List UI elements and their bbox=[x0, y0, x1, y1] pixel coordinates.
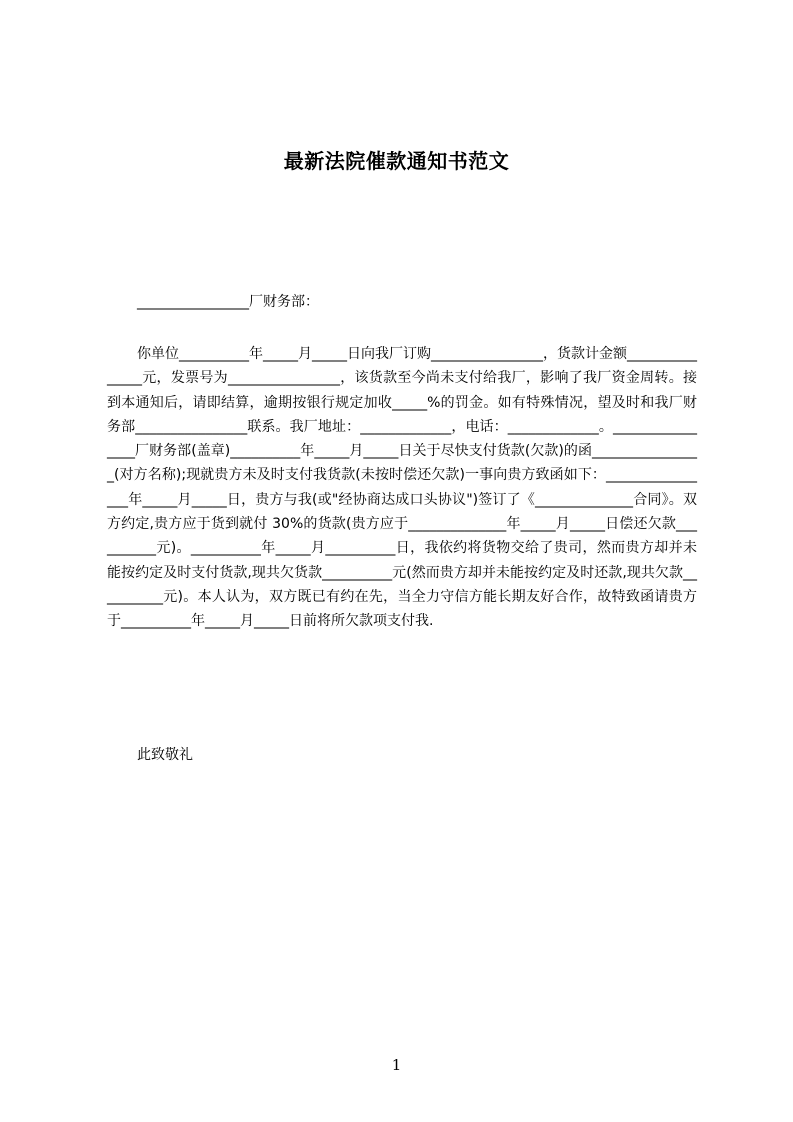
closing-line: 此致敬礼 bbox=[137, 747, 193, 763]
page-number: 1 bbox=[391, 1056, 402, 1074]
salutation-line: ________________厂财务部： bbox=[137, 294, 319, 310]
document-title: 最新法院催款通知书范文 bbox=[283, 149, 510, 173]
body-paragraph: 你单位__________年_____月_____日向我厂订购________________，货款计金额_______________元，发票号为________________，该货款至今尚未支付给我厂，影响了我厂资金周转。接到本通知后，请即结算，逾期按银行规定加收_____%的罚金。如有特殊情况，望及时和我厂财务部________________联系。我厂地址：_____________，电话：_____________。________________厂财务部(盖章)__________年_____月_____日关于尽快支付货款(欠款)的函________________(对方名称);现就贵方未及时支付我货款(未按时偿还欠款)一事向贵方致函如下：________________年_____月_____日，贵方与我(或"经协商达成口头协议")签订了《______________合同》。双方约定,贵方应于货到就付 30%的货款(贵方应于______________年_____月_____日偿还欠款__________元)。__________年_____月__________日，我依约将货物交给了贵司，然而贵方却并未能按约定及时支付货款,现共欠货款__________元(然而贵方却并未能按约定及时还款,现共欠款__________元)。本人认为，双方既已有约在先，当全力守信方能长期友好合作，故特致函请贵方于__________年_____月_____日前将所欠款项支付我. bbox=[107, 346, 697, 630]
